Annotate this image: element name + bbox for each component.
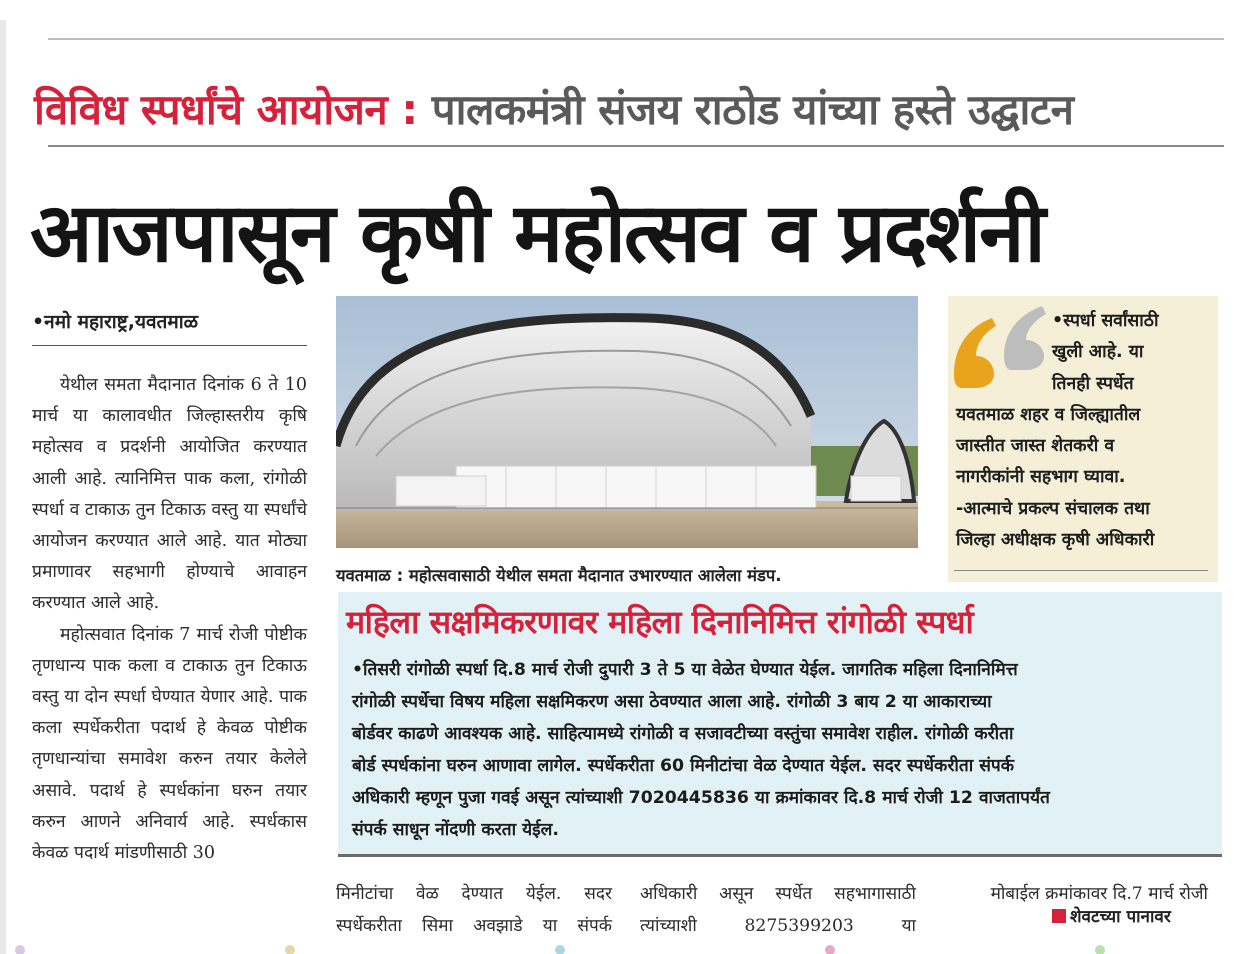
bottom-column-1 [336,879,612,942]
bottom-col2-line-1: अधिकारी असून स्पर्धेत सहभागासाठी [640,884,916,904]
top-rule [48,38,1224,40]
quote-line-3: तिनही स्पर्धेत [1052,373,1134,394]
continued-label: शेवटच्या पानावर [1070,907,1171,927]
quote-rule [954,570,1208,571]
rangoli-line-3: बोर्डवर काढणे आवश्यक आहे. साहित्यामध्ये रांगोळी व सजावटीच्या वस्तुंचा समावेश राहील. रांगोळी करीता [352,724,1014,744]
color-registration-dots [0,944,1242,954]
bottom-column-2 [640,879,916,942]
rangoli-line-5: अधिकारी म्हणून पुजा गवई असून त्यांच्याशी 7020445836 या क्रमांकावर दि.8 मार्च रोजी 12 वाजतापर्यंत [352,788,1050,808]
quote-line-6: नागरीकांनी सहभाग घ्यावा. [956,467,1126,488]
rangoli-line-6: संपर्क साधून नोंदणी करता येईल. [352,820,559,840]
rangoli-line-1: •तिसरी रांगोळी स्पर्धा दि.8 मार्च रोजी दुपारी 3 ते 5 या वेळेत घेण्यात येईल. जागतिक महिला दिनानिमित्त [352,660,1018,680]
pandal-photo [336,296,918,548]
byline: •नमो महाराष्ट्र,यवतमाळ [32,311,199,333]
kicker-grey: पालकमंत्री संजय राठोड यांच्या हस्ते उद्घाटन [431,85,1074,134]
continued-marker [1052,904,1171,927]
quote-line-2: खुली आहे. या [1052,342,1144,363]
kicker-separator: : [387,85,432,134]
rangoli-box-rule [338,854,1222,857]
quote-text [956,306,1214,556]
quote-line-7: -आत्माचे प्रकल्प संचालक तथा [956,498,1150,519]
pandal-photo-illustration [336,296,918,548]
page-edge [0,20,6,954]
photo-caption: यवतमाळ : महोत्सवासाठी येथील समता मैदानात उभारण्यात आलेला मंडप. [336,566,782,585]
kicker-headline [34,78,1224,142]
rangoli-box-title: महिला सक्षमिकरणावर महिला दिनानिमित्त रांगोळी स्पर्धा [346,603,974,641]
bottom-col3-line-1: मोबाईल क्रमांकावर दि.7 मार्च रोजी [990,884,1208,904]
left-paragraph-2: महोत्सवात दिनांक 7 मार्च रोजी पोष्टीक तृणधान्य पाक कला व टाकाऊ तुन टिकाऊ वस्तु या दोन स्पर्धा घेण्यात येणार आहे. पाक कला स्पर्धेकरीता पदार्थ हे केवळ पोष्टीक तृणधान्यांचा समावेश करुन तयार केलेले असावे. पदार्थ हे स्पर्धकांना घरुन तयार करुन आणने अनिवार्य आहे. स्पर्धकास केवळ पदार्थ मांडणीसाठी 30 [32,624,307,864]
quote-line-4: यवतमाळ शहर व जिल्ह्यातील [956,404,1141,425]
quote-line-5: जास्तीत जास्त शेतकरी व [956,436,1115,457]
quote-line-1: •स्पर्धा सर्वांसाठी [1052,311,1159,331]
byline-rule [32,345,307,346]
main-headline: आजपासून कृषी महोत्सव व प्रदर्शनी [30,186,1044,281]
quote-line-8: जिल्हा अधीक्षक कृषी अधिकारी [956,530,1155,551]
bottom-col1-line-1: मिनीटांचा वेळ देण्यात येईल. सदर [336,884,612,904]
left-paragraph-1: येथील समता मैदानात दिनांक 6 ते 10 मार्च या कालावधीत जिल्हास्तरीय कृषि महोत्सव व प्रदर्शनी आयोजित करण्यात आली आहे. त्यानिमित्त पाक कला, रांगोळी स्पर्धा व टाकाऊ तुन टिकाऊ वस्तु या स्पर्धांचे आयोजन करण्यात आले आहे. यात मोठ्या प्रमाणावर सहभागी होण्याचे आवाहन करण्यात आले आहे. [32,375,307,614]
bottom-col2-line-2: त्यांच्याशी 8275399203 या [640,915,916,936]
quote-box [948,296,1218,582]
kicker-red: विविध स्पर्धांचे आयोजन [34,85,388,134]
continued-square-icon [1052,909,1066,923]
rangoli-line-4: बोर्ड स्पर्धकांना घरुन आणावा लागेल. स्पर्धेकरीता 60 मिनीटांचा वेळ देण्यात येईल. सदर स्पर्धेकरीता संपर्क [352,756,1014,776]
left-column [32,370,307,869]
rangoli-box-body [352,654,1204,846]
kicker-rule [48,145,1224,147]
bottom-col1-line-2: स्पर्धेकरीता सिमा अवझाडे या संपर्क [336,915,612,936]
rangoli-line-2: रांगोळी स्पर्धेचा विषय महिला सक्षमिकरण असा ठेवण्यात आला आहे. रांगोळी 3 बाय 2 या आकाराच्या [352,692,992,712]
